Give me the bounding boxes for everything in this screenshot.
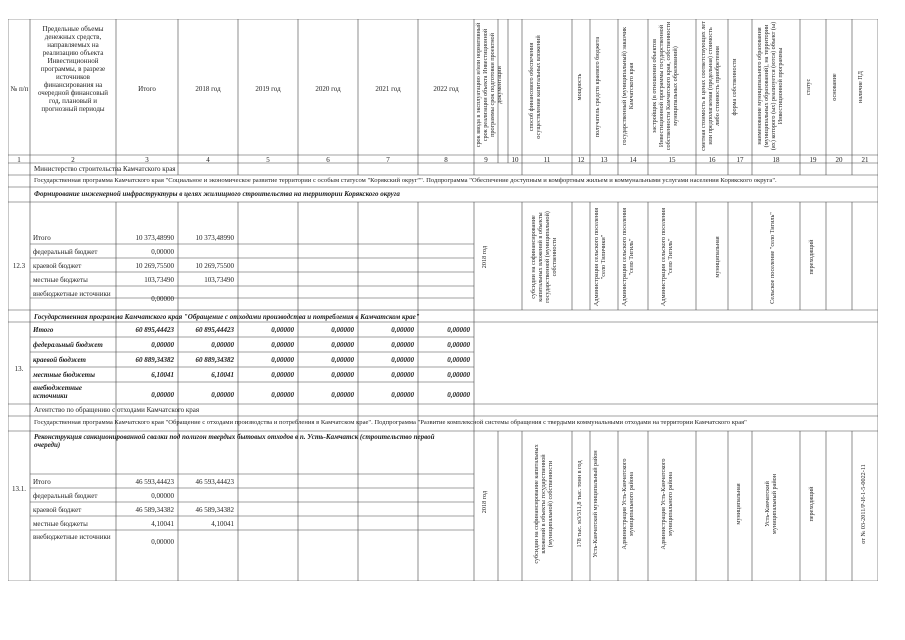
s3-term: 2018 год bbox=[481, 490, 488, 514]
object-title-3: Реконструкция санкционированной свалки под полигон твердых бытовых отходов в п. Усть-Камчатск (строительство первой очереди) bbox=[34, 433, 435, 450]
s2-regional-c4: 60 889,34382 bbox=[195, 356, 234, 364]
s1-federal-total: 0,00000 bbox=[151, 248, 174, 256]
s1-term: 2018 год bbox=[481, 245, 488, 269]
header-commission-term: срок ввода в эксплуатацию и/или нормативный срок реализации объекта Инвестиционной программы срок подготовки проектной документации bbox=[475, 22, 504, 148]
s3-total-2018: 46 593,44423 bbox=[195, 478, 234, 486]
colnum-17: 17 bbox=[736, 156, 744, 164]
header-2018: 2018 год bbox=[195, 85, 221, 93]
s2-federal-c7: 0,00000 bbox=[391, 341, 414, 349]
s2-federal-c8: 0,00000 bbox=[447, 341, 470, 349]
s1-extrabudget-total: 0,00000 bbox=[151, 295, 174, 303]
s2-label-total: Итого bbox=[33, 326, 54, 334]
s1-label-federal: федеральный бюджет bbox=[33, 248, 98, 256]
s2-federal-c4: 0,00000 bbox=[211, 341, 234, 349]
s3-label-regional: краевой бюджет bbox=[33, 506, 82, 514]
s1-municipality: Сельское поселение "село Тигиль" bbox=[769, 212, 776, 304]
s2-regional-c8: 0,00000 bbox=[447, 356, 470, 364]
header-no: № п/п bbox=[10, 85, 29, 93]
investment-program-table bbox=[8, 19, 878, 581]
s2-total-c4: 60 895,44423 bbox=[195, 326, 234, 334]
s1-total-total: 10 373,48990 bbox=[135, 234, 174, 242]
s2-local-c3: 6,10041 bbox=[151, 371, 174, 379]
colnum-12: 12 bbox=[577, 156, 585, 164]
s2-regional-c3: 60 889,34382 bbox=[135, 356, 174, 364]
s2-regional-c6: 0,00000 bbox=[331, 356, 354, 364]
colnum-21: 21 bbox=[861, 156, 869, 164]
s3-capacity: 178 тыс. м3/311,8 тыс. тонн в год bbox=[576, 460, 583, 548]
s1-financing-method: субсидии на софинансирование капитальных вложений в объекты государственной (муниципальной) собственности bbox=[530, 211, 559, 303]
colnum-18: 18 bbox=[772, 156, 780, 164]
header-basis: основание bbox=[831, 73, 838, 101]
s2-extrabudget-c5: 0,00000 bbox=[271, 391, 294, 399]
colnum-16: 16 bbox=[708, 156, 716, 164]
s2-local-c8: 0,00000 bbox=[447, 371, 470, 379]
s3-financing-method: субсидии на софинансирование капитальных вложений в объекты государственной (муниципальной) собственности bbox=[533, 444, 555, 564]
program-title-2: Государственная программа Камчатского края "Обращение с отходами производства и потребления в Камчатском крае" bbox=[34, 313, 420, 321]
s2-total-c3: 60 895,44423 bbox=[135, 326, 174, 334]
colnum-20: 20 bbox=[835, 156, 843, 164]
ministry-title: Министерство строительства Камчатского края bbox=[34, 165, 176, 173]
s3-label-federal: федеральный бюджет bbox=[33, 492, 98, 500]
header-customer: государственный (муниципальный) заказчик Камчатского края bbox=[621, 26, 636, 146]
header-total: Итого bbox=[138, 85, 156, 93]
s1-regional-total: 10 269,75500 bbox=[135, 262, 174, 270]
header-financing-method: способ финансового обеспечения осуществления капитальных вложений bbox=[528, 35, 543, 139]
s2-local-c4: 6,10041 bbox=[211, 371, 234, 379]
s2-federal-c6: 0,00000 bbox=[331, 341, 354, 349]
s1-total-2018: 10 373,48990 bbox=[195, 234, 234, 242]
header-2020: 2020 год bbox=[315, 85, 341, 93]
colnum-7: 7 bbox=[386, 156, 390, 164]
s1-label-extrabudget: внебюджетные источники bbox=[33, 290, 111, 298]
s2-total-c7: 0,00000 bbox=[391, 326, 414, 334]
s3-label-total: Итого bbox=[33, 478, 51, 486]
s2-local-c7: 0,00000 bbox=[391, 371, 414, 379]
s1-local-2018: 103,73490 bbox=[204, 276, 234, 284]
colnum-10: 10 bbox=[511, 156, 519, 164]
s3-regional-total: 46 589,34382 bbox=[135, 506, 174, 514]
colnum-13: 13 bbox=[600, 156, 608, 164]
s2-extrabudget-c4: 0,00000 bbox=[211, 391, 234, 399]
s3-developer: Администрация Усть-Камчатского муниципального района bbox=[660, 458, 675, 550]
header-status: статус bbox=[805, 78, 812, 96]
s2-extrabudget-c6: 0,00000 bbox=[331, 391, 354, 399]
row-number-12-3: 12.3 bbox=[12, 262, 26, 270]
s3-label-extrabudget: внебюджетные источники bbox=[33, 533, 111, 541]
s2-federal-c3: 0,00000 bbox=[151, 341, 174, 349]
agency-title: Агентство по обращению с отходами Камчатского края bbox=[34, 406, 200, 414]
s2-local-c6: 0,00000 bbox=[331, 371, 354, 379]
program-title-3: Государственная программа Камчатского края "Обращение с отходами производства и потребления в Камчатском крае". Подпрограмма "Развитие комплексной системы обращения с твердыми коммунальными отходами на территории Камчатского края" bbox=[34, 419, 747, 426]
s2-label-federal: федеральный бюджет bbox=[33, 341, 103, 349]
colnum-9: 9 bbox=[484, 156, 488, 164]
s1-local-total: 103,73490 bbox=[144, 276, 174, 284]
header-capacity: мощность bbox=[576, 73, 583, 101]
colnum-11: 11 bbox=[543, 156, 551, 164]
s3-budget-recipient: Усть-Камчатский муниципальный район bbox=[592, 450, 599, 558]
s2-extrabudget-c7: 0,00000 bbox=[391, 391, 414, 399]
s3-federal-total: 0,00000 bbox=[151, 492, 174, 500]
s3-design-docs: от № 03-2011/Р-И-1-5-0022-11 bbox=[860, 464, 867, 544]
s2-total-c6: 0,00000 bbox=[331, 326, 354, 334]
colnum-19: 19 bbox=[809, 156, 817, 164]
s1-label-regional: краевой бюджет bbox=[33, 262, 82, 270]
colnum-4: 4 bbox=[206, 156, 210, 164]
s1-budget-recipient: Администрация сельского поселения "село Тиличики" bbox=[593, 207, 608, 307]
s3-regional-2018: 46 589,34382 bbox=[195, 506, 234, 514]
s3-extrabudget-total: 0,00000 bbox=[151, 538, 174, 546]
header-planned-volumes: Предельные объемы денежных средств, направляемых на реализацию объекта Инвестиционной программы, в разрезе источников финансирования на очередной финансовый год, плановый и прогнозный периоды bbox=[37, 25, 108, 114]
s1-customer: Администрация сельского поселения "село Тигиль" bbox=[621, 207, 636, 307]
header-2019: 2019 год bbox=[255, 85, 281, 93]
colnum-3: 3 bbox=[145, 156, 149, 164]
s3-local-total: 4,10041 bbox=[151, 520, 174, 528]
colnum-1: 1 bbox=[17, 156, 21, 164]
colnum-14: 14 bbox=[629, 156, 637, 164]
s3-customer: Администрация Усть-Камчатского муниципального района bbox=[621, 458, 636, 550]
colnum-5: 5 bbox=[266, 156, 270, 164]
s2-local-c5: 0,00000 bbox=[271, 371, 294, 379]
s1-label-local: местные бюджеты bbox=[33, 276, 88, 284]
colnum-15: 15 bbox=[668, 156, 676, 164]
s1-ownership: муниципальная bbox=[714, 236, 721, 278]
s2-federal-c5: 0,00000 bbox=[271, 341, 294, 349]
s3-total-total: 46 593,44423 bbox=[135, 478, 174, 486]
s2-regional-c7: 0,00000 bbox=[391, 356, 414, 364]
s1-label-total: Итого bbox=[33, 234, 51, 242]
colnum-8: 8 bbox=[444, 156, 448, 164]
s3-status: переходящий bbox=[808, 486, 815, 522]
s3-label-local: местные бюджеты bbox=[33, 520, 88, 528]
s2-extrabudget-c3: 0,00000 bbox=[151, 391, 174, 399]
s1-developer: Администрация сельского поселения "село Тигиль" bbox=[660, 207, 675, 307]
s2-total-c8: 0,00000 bbox=[447, 326, 470, 334]
s2-label-regional: краевой бюджет bbox=[33, 356, 86, 364]
header-ownership-form: форма собственности bbox=[731, 58, 738, 116]
header-municipality: наименование муниципального образования (муниципальных образований), на территории (ях) которого (ых) реализуется (ются) объект (ы) Инвестиционной программы bbox=[756, 21, 785, 151]
header-2022: 2022 год bbox=[433, 85, 459, 93]
colnum-2: 2 bbox=[71, 156, 75, 164]
s3-municipality: Усть-Камчатский муниципальный район bbox=[764, 473, 779, 535]
row-number-13-1: 13.1. bbox=[12, 485, 26, 493]
s2-extrabudget-c8: 0,00000 bbox=[447, 391, 470, 399]
row-number-13: 13. bbox=[14, 365, 24, 373]
s2-label-extrabudget: внебюджетные источники bbox=[33, 384, 82, 401]
header-budget-recipient: получатель средств краевого бюджета bbox=[594, 36, 601, 138]
s1-regional-2018: 10 269,75500 bbox=[195, 262, 234, 270]
header-estimated-cost: сметная стоимость в ценах соответствующих лет или предполагаемая (предельная) стоимость либо стоимость приобретения bbox=[700, 21, 722, 151]
s2-regional-c5: 0,00000 bbox=[271, 356, 294, 364]
program-title-1: Государственная программа Камчатского края "Социальное и экономическое развитие территории с особым статусом "Корякский округ"". Подпрограмма "Обеспечение доступным и комфортным жильем и коммунальными услугами населения Корякского округа". bbox=[34, 177, 777, 184]
s1-status: переходящий bbox=[808, 239, 815, 275]
s2-total-c5: 0,00000 bbox=[271, 326, 294, 334]
header-design-docs: наличие ПД bbox=[857, 71, 864, 103]
s3-ownership: муниципальная bbox=[735, 483, 742, 525]
s3-local-2018: 4,10041 bbox=[211, 520, 234, 528]
header-2021: 2021 год bbox=[375, 85, 401, 93]
colnum-6: 6 bbox=[326, 156, 330, 164]
header-developer: застройщик (в отношении объектов Инвестиционной программы государственной собственности Камчатского края, собственности муниципальных образований) bbox=[651, 21, 680, 151]
object-title-1: Формирование инженерной инфраструктуры в целях жилищного строительства на территории Корякского округа bbox=[34, 190, 400, 198]
s2-label-local: местные бюджеты bbox=[33, 371, 95, 379]
